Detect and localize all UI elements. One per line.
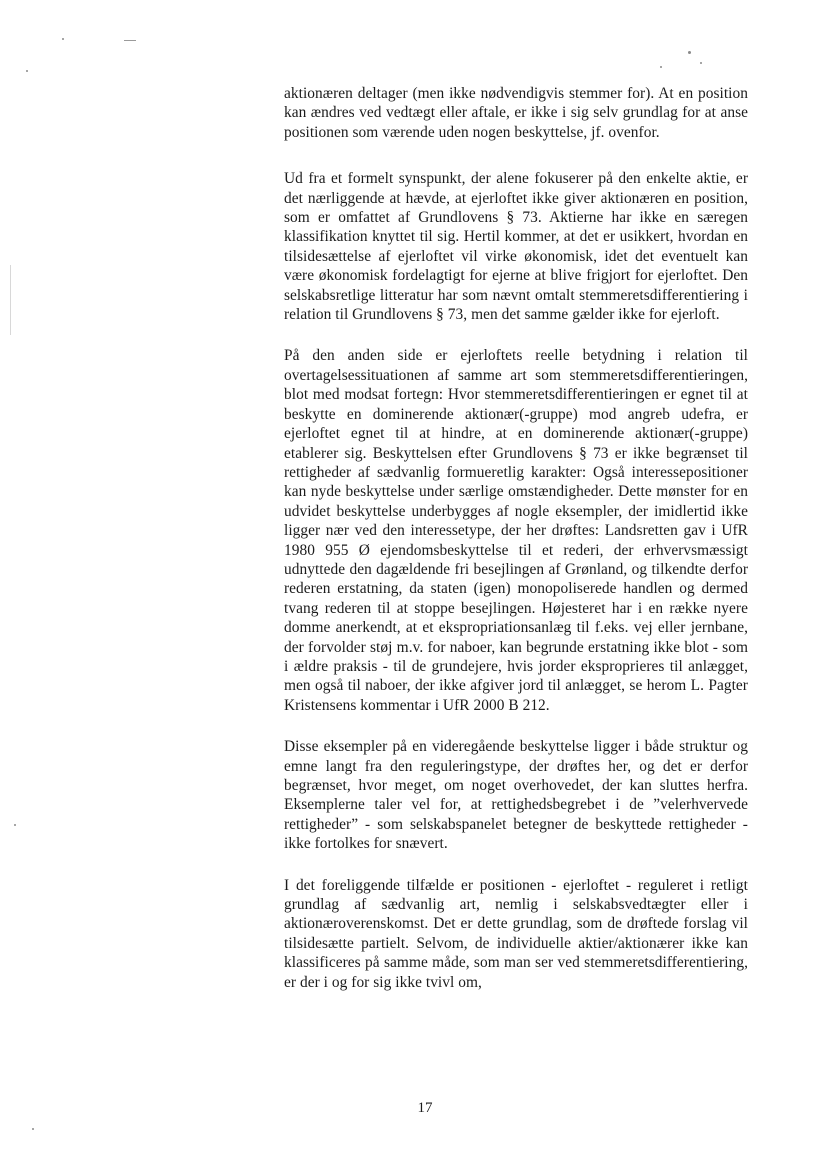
scan-speck [660,66,662,68]
body-text [284,84,748,1014]
paragraph-2: Ud fra et formelt synspunkt, der alene fokuserer på den enkelte aktie, er det nærliggende at hævde, at ejerloftet ikke giver aktionæren en position, som er omfattet af Grundlovens § 73. Aktierne har ikke en særegen klassifikation knyttet til sig. Hertil kommer, at det er usikkert, hvordan en tilsidesættelse af ejerloftet vil virke økonomisk, idet det eventuelt kan være økonomisk fordelagtigt for ejerne at blive frigjort for ejerloftet. Den selskabsretlige litteratur har som nævnt omtalt stemmeretsdifferentiering i relation til Grundlovens § 73, men det samme gælder ikke for ejerloft. [284,170,748,324]
paragraph-3: På den anden side er ejerloftets reelle betydning i relation til overtagelsessituationen af samme art som stemmeretsdifferentieringen, blot med modsat fortegn: Hvor stemmeretsdifferentieringen er egnet til at beskytte en dominerende aktionær(-gruppe) mod angreb udefra, er ejerloftet egnet til at hindre, at en dominerende aktionær(-gruppe) etablerer sig. Beskyttelsen efter Grundlovens § 73 er ikke begrænset til rettigheder af sædvanlig formueretlig karakter: Også interessepositioner kan nyde beskyttelse under særlige omstændigheder. Dette mønster for en udvidet beskyttelse underbygges af nogle eksempler, der imidlertid ikke ligger nær ved den interessetype, der her drøftes: Landsretten gav i UfR 1980 955 Ø ejendomsbeskyttelse til et rederi, der erhvervsmæssigt udnyttede den dagældende fri besejlingen af Grønland, og tilkendte derfor rederen erstatning, da staten (igen) monopoliserede handlen og dermed tvang rederen til at stoppe besejlingen. Højesteret har i en række nyere domme anerkendt, at et ekspropriationsanlæg til f.eks. vej eller jernbane, der forvolder støj m.v. for naboer, kan begrunde erstatning ikke blot - som i ældre praksis - til de grundejere, hvis jorder eksproprieres til anlægget, men også til naboer, der ikke afgiver jord til anlægget, se herom L. Pagter Kristensens kommentar i UfR 2000 B 212. [284,347,748,714]
scan-speck [26,70,28,72]
scan-speck [32,1128,34,1130]
scan-speck [62,38,64,40]
paragraph-4: Disse eksempler på en videregående beskyttelse ligger i både struktur og emne langt fra den reguleringstype, der drøftes her, og det er derfor begrænset, hvor meget, om noget overhovedet, der kan sluttes herfra. Eksemplerne taler vel for, at rettighedsbegrebet i de ”velerhvervede rettigheder” - som selskabspanelet betegner de beskyttede rettigheder - ikke fortolkes for snævert. [284,738,748,853]
paragraph-1: aktionæren deltager (men ikke nødvendigvis stemmer for). At en position kan ændres ved vedtægt eller aftale, er ikke i sig selv grundlag for at anse positionen som værende uden nogen beskyttelse, jf. ovenfor. [284,85,748,141]
scan-mark [124,40,136,41]
scan-speck [700,62,702,64]
scan-edge-line [10,265,11,335]
scan-speck [14,824,16,826]
scan-speck [688,51,691,54]
page-number: 17 [417,1100,433,1116]
paragraph-5: I det foreliggende tilfælde er positionen - ejerloftet - reguleret i retligt grundlag af sædvanlig art, nemlig i selskabsvedtægter eller i aktionæroverenskomst. Det er dette grundlag, som de drøftede forslag vil tilsidesætte partielt. Selvom, de individuelle aktier/aktionærer ikke kan klassificeres på samme måde, som man ser ved stemmeretsdifferentiering, er der i og for sig ikke tvivl om, [284,876,748,991]
